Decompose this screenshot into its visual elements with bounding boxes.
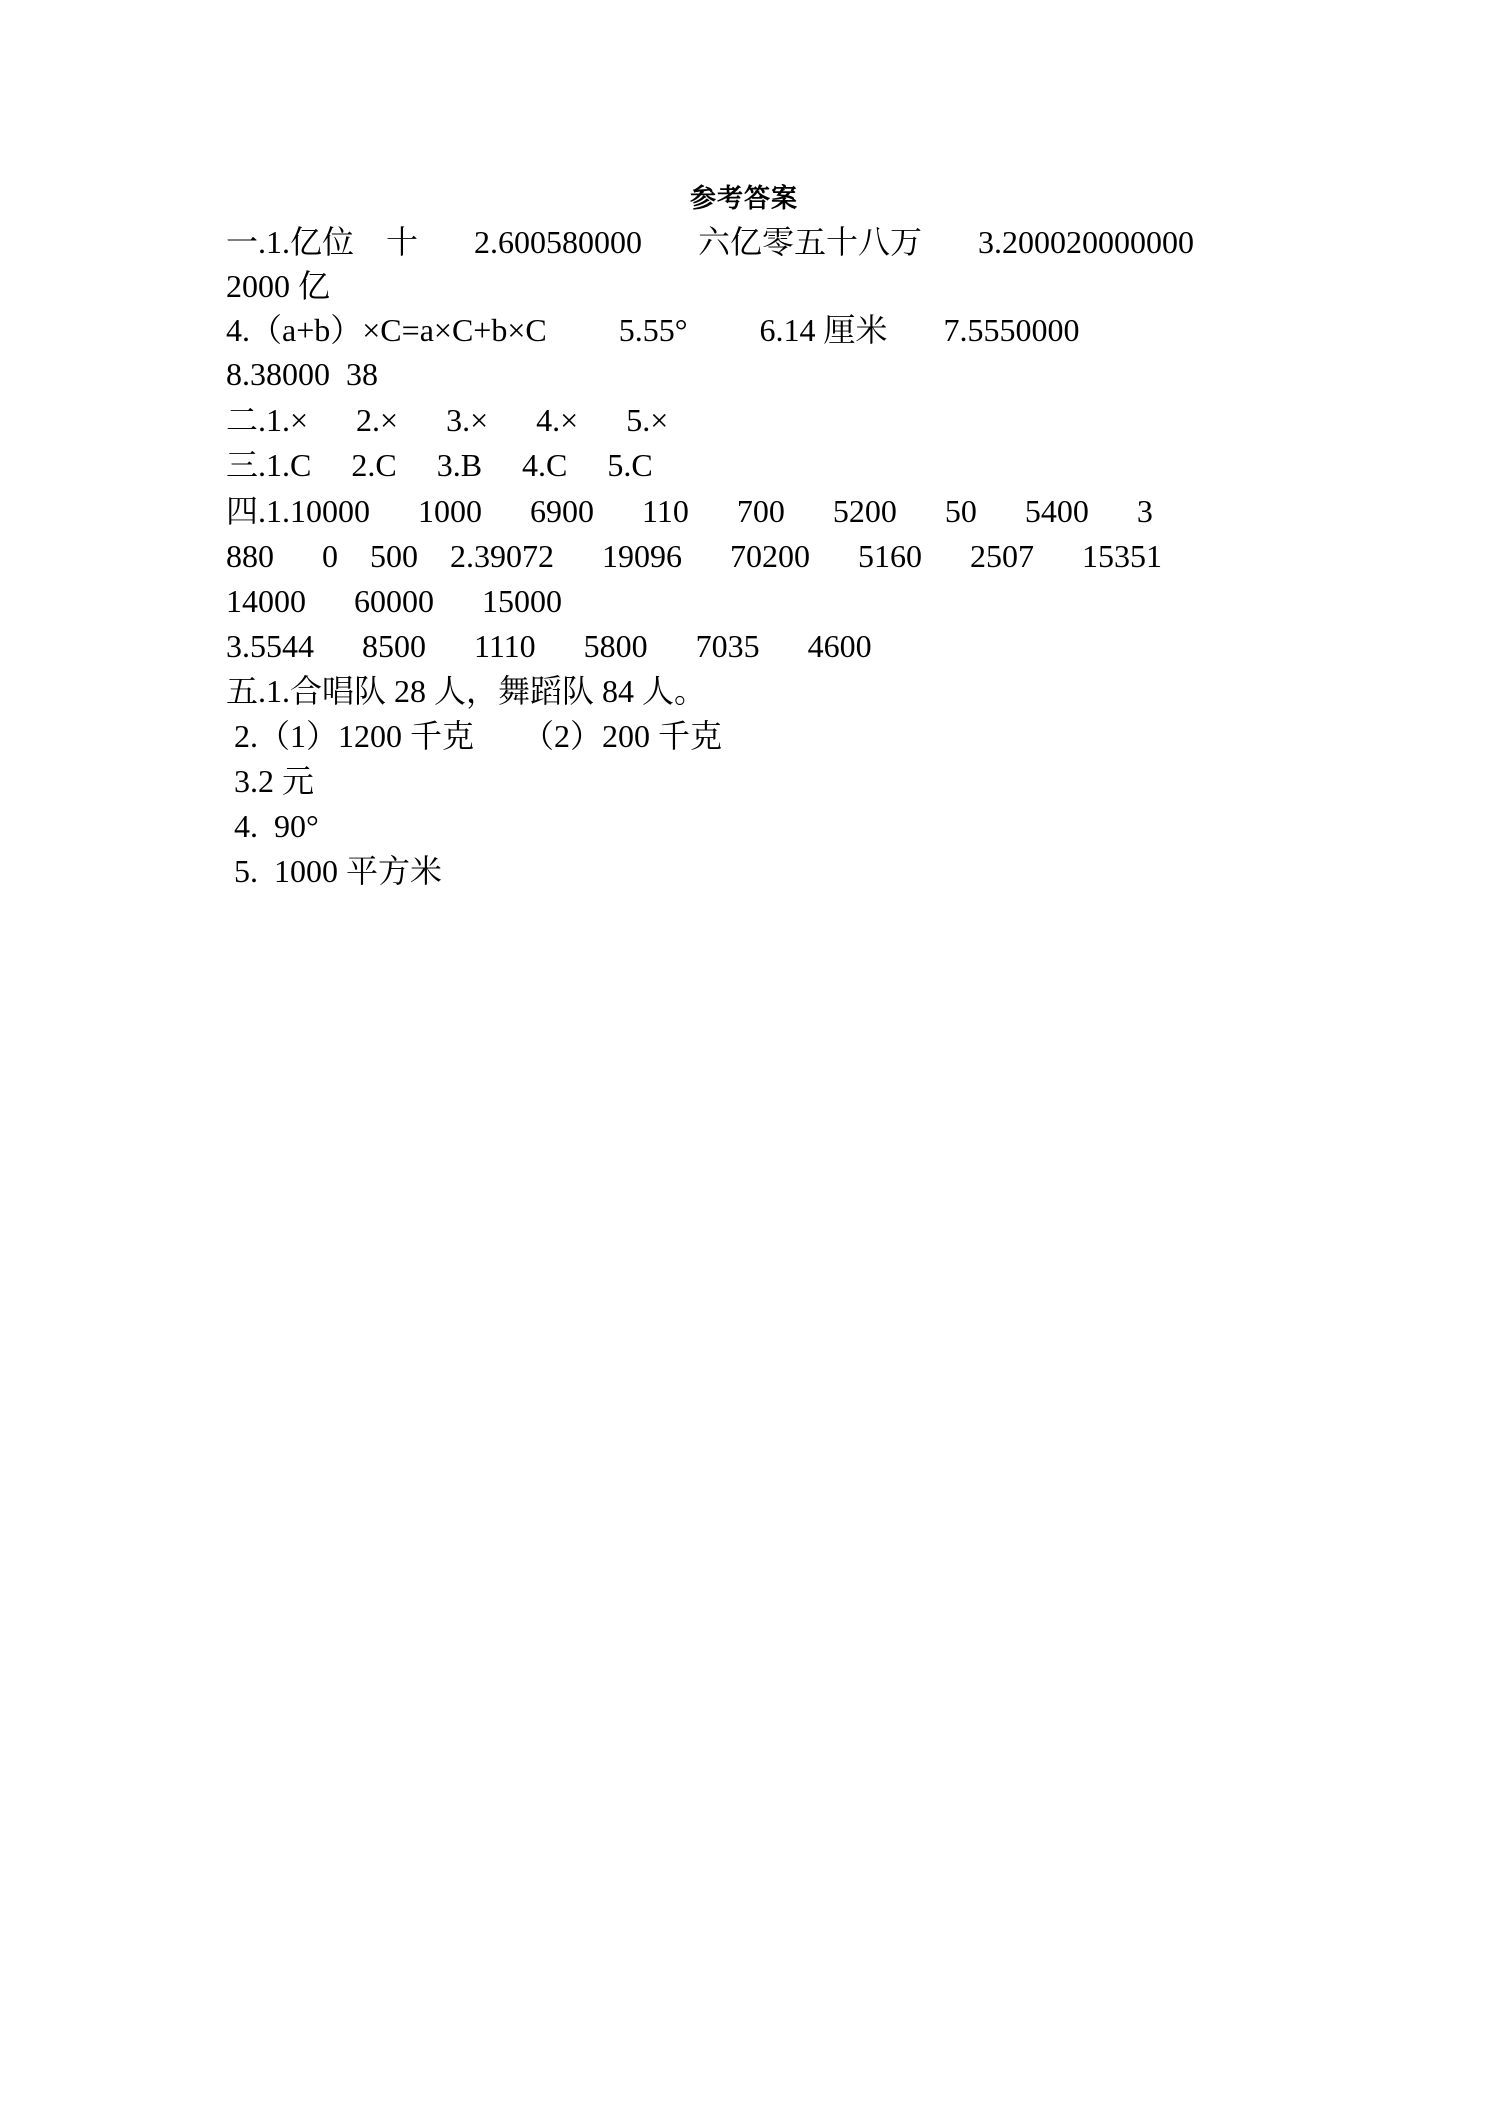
answer-line-7: 四.1.10000 1000 6900 110 700 5200 50 5400 3 [226,493,1153,529]
answer-line-5: 二.1.× 2.× 3.× 4.× 5.× [226,402,669,438]
answer-line-13: 3.2 元 [226,763,315,799]
answer-line-10: 3.5544 8500 1110 5800 7035 4600 [226,628,872,664]
answer-line-6: 三.1.C 2.C 3.B 4.C 5.C [226,447,653,483]
answer-line-15: 5. 1000 平方米 [226,853,443,889]
answer-line-1: 一.1.亿位 十 2.600580000 六亿零五十八万 3.200020000000 [226,224,1195,260]
answer-line-14: 4. 90° [226,808,319,844]
answer-line-9: 14000 60000 15000 [226,583,562,619]
answer-line-2: 2000 亿 [226,268,331,304]
answer-line-8: 880 0 500 2.39072 19096 70200 5160 2507 15351 [226,538,1162,574]
answer-line-3: 4.（a+b）×C=a×C+b×C 5.55° 6.14 厘米 7.5550000 [226,312,1080,348]
page-title: 参考答案 [689,184,798,213]
answer-line-4: 8.38000 38 [226,356,378,392]
answer-line-11: 五.1.合唱队 28 人，舞蹈队 84 人。 [226,673,707,709]
answer-line-12: 2.（1）1200 千克 （2）200 千克 [226,718,723,754]
